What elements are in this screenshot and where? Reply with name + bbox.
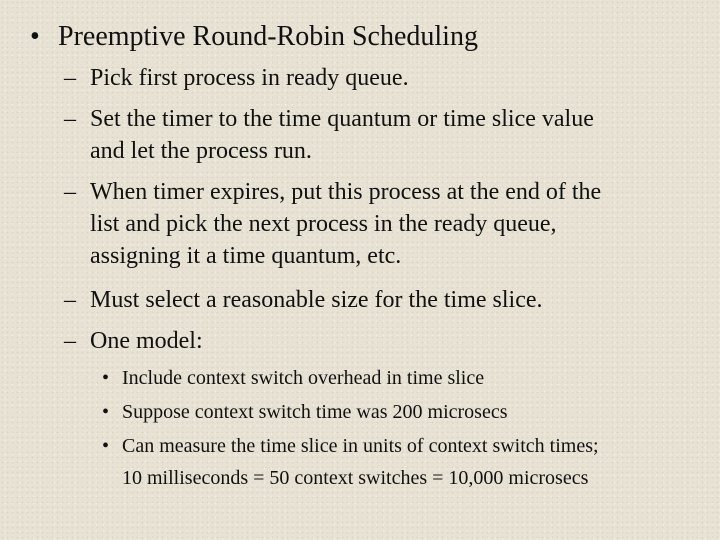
bullet-glyph: • bbox=[102, 435, 110, 457]
bullet-glyph: • bbox=[30, 21, 40, 52]
subpoint-text: Suppose context switch time was 200 microsecs bbox=[122, 401, 508, 423]
subpoint-line: Can measure the time slice in units of context switch times; bbox=[122, 435, 599, 457]
dash-glyph: – bbox=[64, 106, 76, 132]
point-text bbox=[90, 103, 700, 167]
point-line: Set the timer to the time quantum or time slice value bbox=[90, 106, 594, 132]
point-line: assigning it a time quantum, etc. bbox=[90, 243, 402, 269]
dash-glyph: – bbox=[64, 287, 76, 313]
point-text: Pick first process in ready queue. bbox=[90, 65, 409, 91]
point-line: and let the process run. bbox=[90, 138, 312, 164]
dash-glyph: – bbox=[64, 179, 76, 205]
point-line: list and pick the next process in the ready queue, bbox=[90, 211, 557, 237]
point-text: Must select a reasonable size for the time slice. bbox=[90, 287, 543, 313]
subpoint-line: 10 milliseconds = 50 context switches = 10,000 microsecs bbox=[122, 467, 589, 489]
bullet-glyph: • bbox=[102, 401, 110, 423]
slide-title: Preemptive Round-Robin Scheduling bbox=[58, 21, 478, 52]
dash-glyph: – bbox=[64, 328, 76, 354]
dash-glyph: – bbox=[64, 65, 76, 91]
point-line: When timer expires, put this process at the end of the bbox=[90, 179, 602, 205]
subpoint-text: Include context switch overhead in time slice bbox=[122, 367, 485, 389]
point-text bbox=[90, 176, 700, 272]
point-text: One model: bbox=[90, 328, 203, 354]
bullet-glyph: • bbox=[102, 367, 110, 389]
subpoint-text bbox=[122, 430, 700, 494]
